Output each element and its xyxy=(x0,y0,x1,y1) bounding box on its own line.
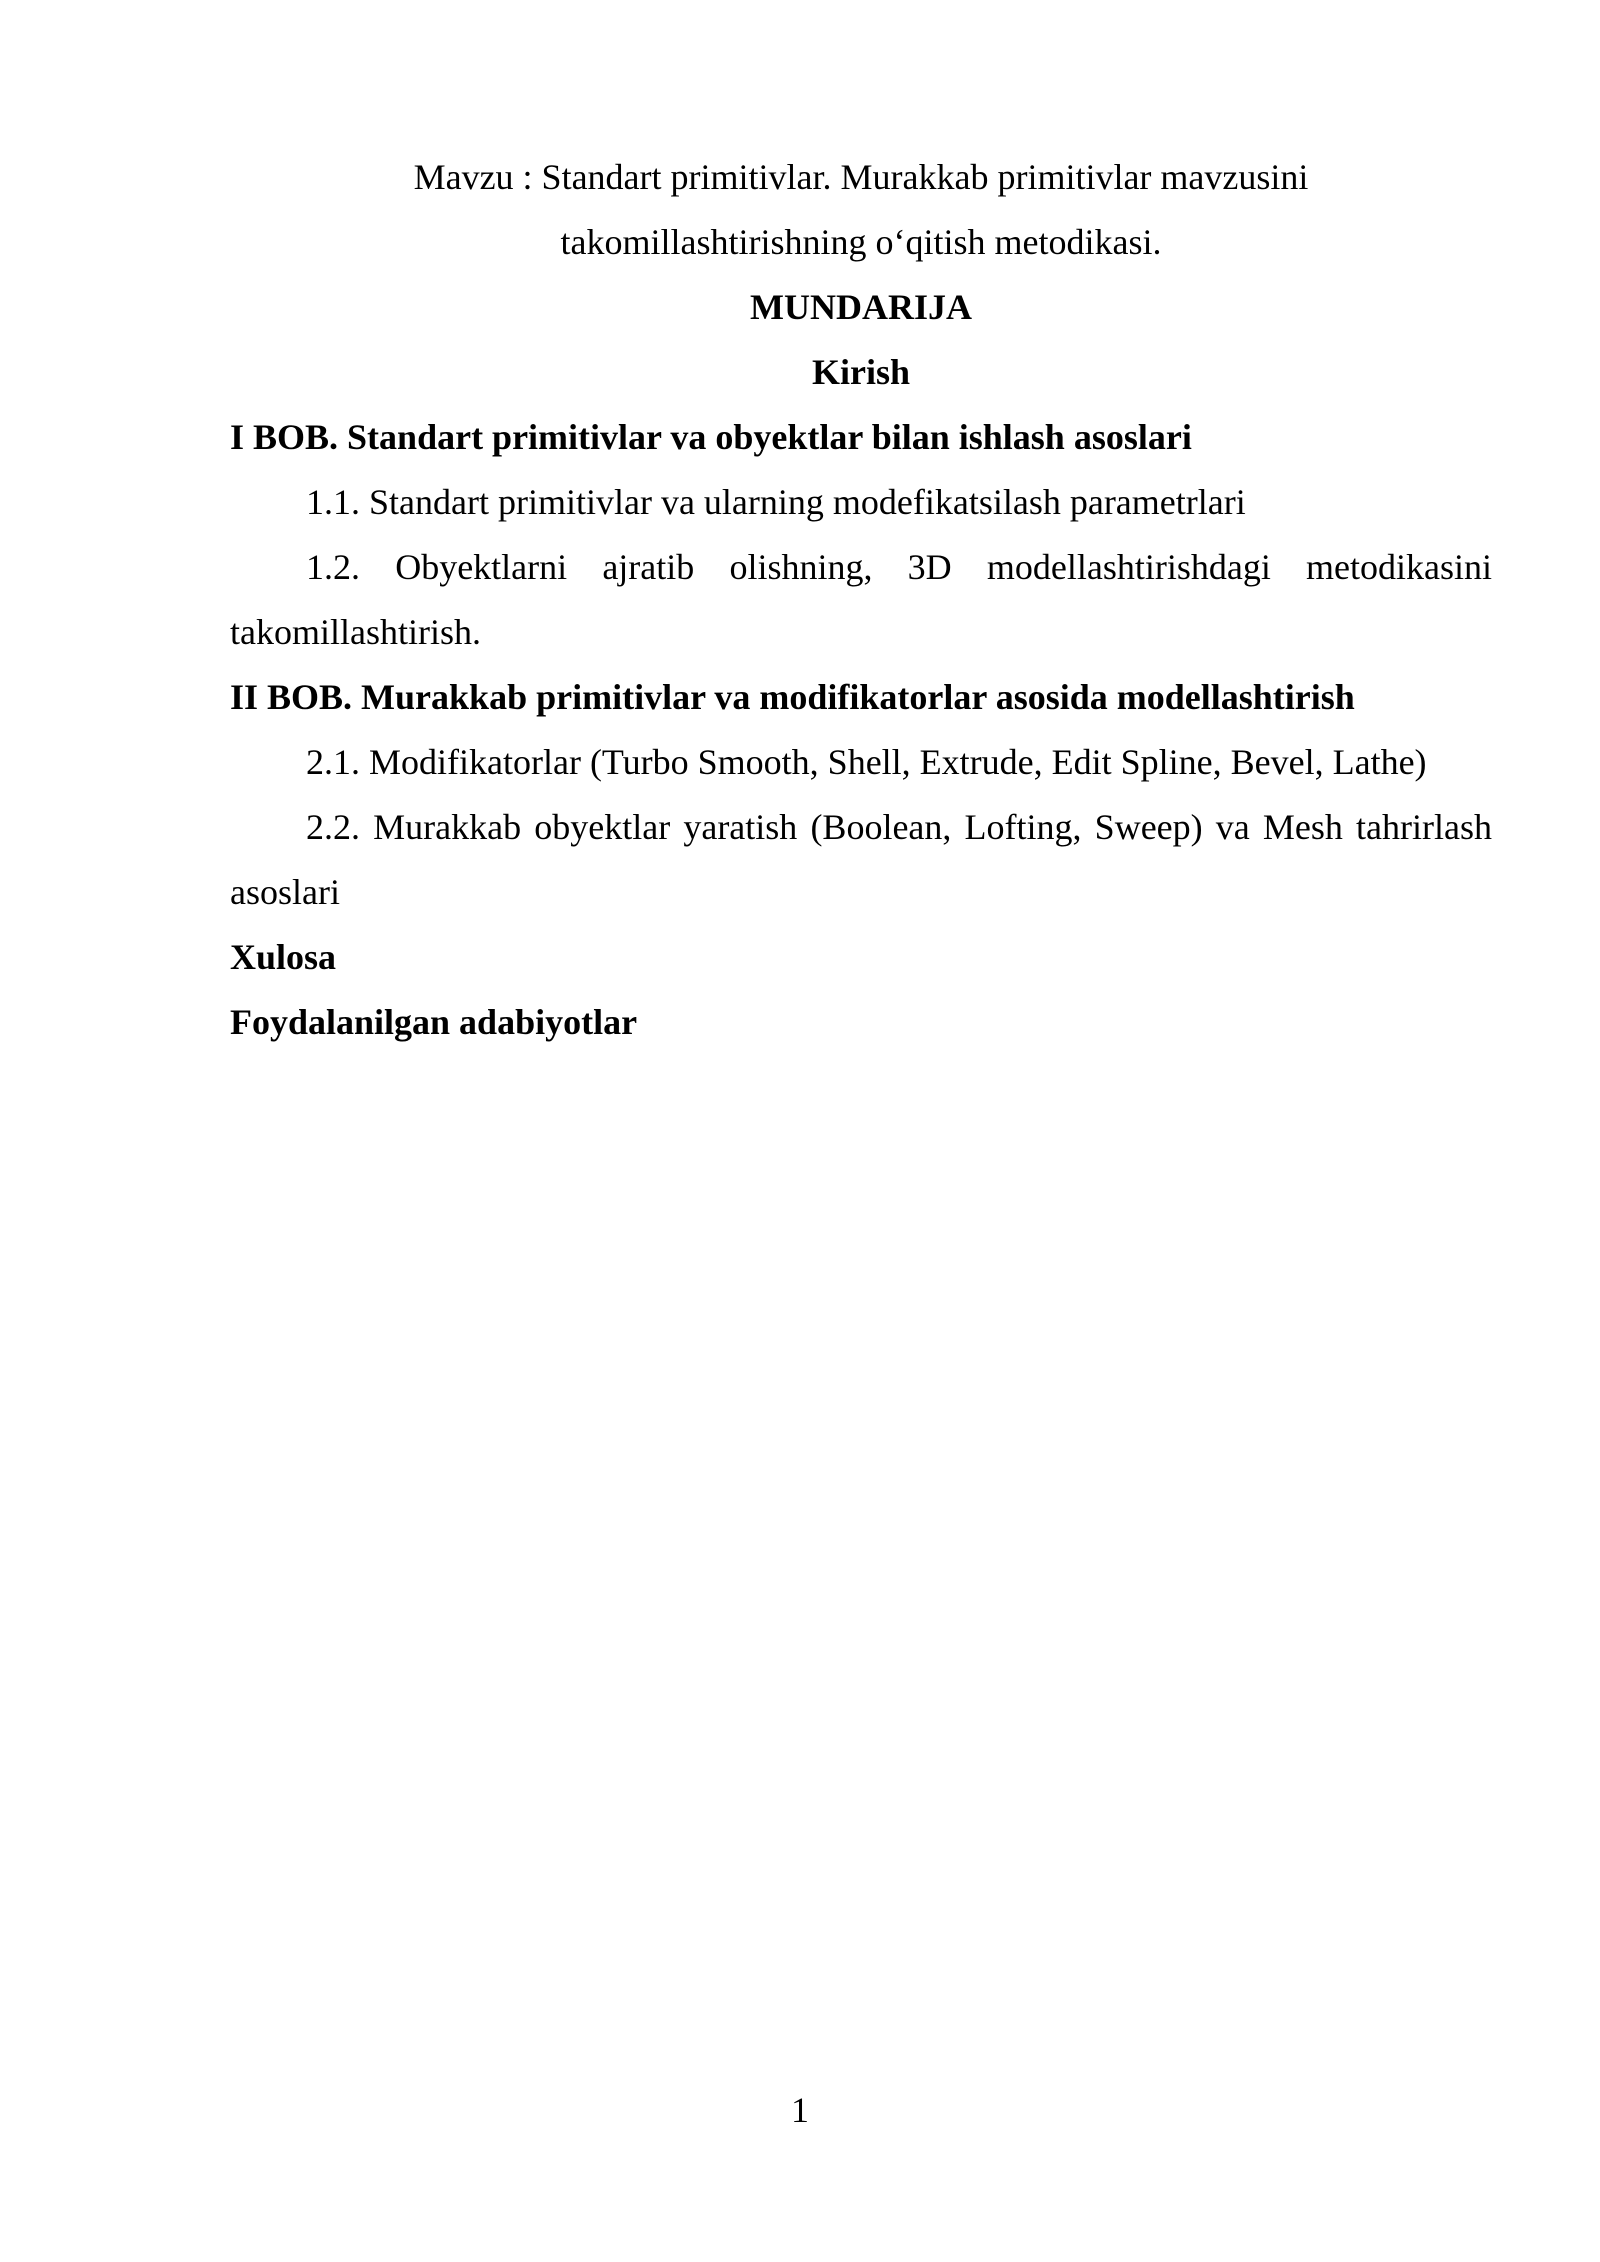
toc-intro: Kirish xyxy=(811,352,910,392)
contents-heading: MUNDARIJA xyxy=(750,287,972,327)
document-body xyxy=(230,145,1492,1055)
subject-line-2: takomillashtirishning o‘qitish metodikasi. xyxy=(560,222,1162,262)
toc-chapter-1-title: I BOB. Standart primitivlar va obyektlar bilan ishlash asoslari xyxy=(230,417,1192,457)
toc-item-2-2-continuation: asoslari xyxy=(230,872,340,912)
toc-item-1-2: 1.2. Obyektlarni ajratib olishning, 3D modellashtirishdagi metodikasini xyxy=(306,547,1492,587)
toc-conclusion: Xulosa xyxy=(230,937,337,977)
subject-line-1: Mavzu : Standart primitivlar. Murakkab primitivlar mavzusini xyxy=(413,157,1309,197)
toc-item-1-2-continuation: takomillashtirish. xyxy=(230,612,481,652)
toc-chapter-2-title: II BOB. Murakkab primitivlar va modifikatorlar asosida modellashtirish xyxy=(230,677,1355,717)
toc-item-2-2: 2.2. Murakkab obyektlar yaratish (Boolean, Lofting, Sweep) va Mesh tahrirlash xyxy=(306,807,1492,847)
toc-references: Foydalanilgan adabiyotlar xyxy=(230,1002,638,1042)
toc-item-2-1: 2.1. Modifikatorlar (Turbo Smooth, Shell, Extrude, Edit Spline, Bevel, Lathe) xyxy=(306,742,1427,782)
page-number: 1 xyxy=(791,2090,809,2130)
toc-item-1-1: 1.1. Standart primitivlar va ularning modefikatsilash parametrlari xyxy=(306,482,1246,522)
